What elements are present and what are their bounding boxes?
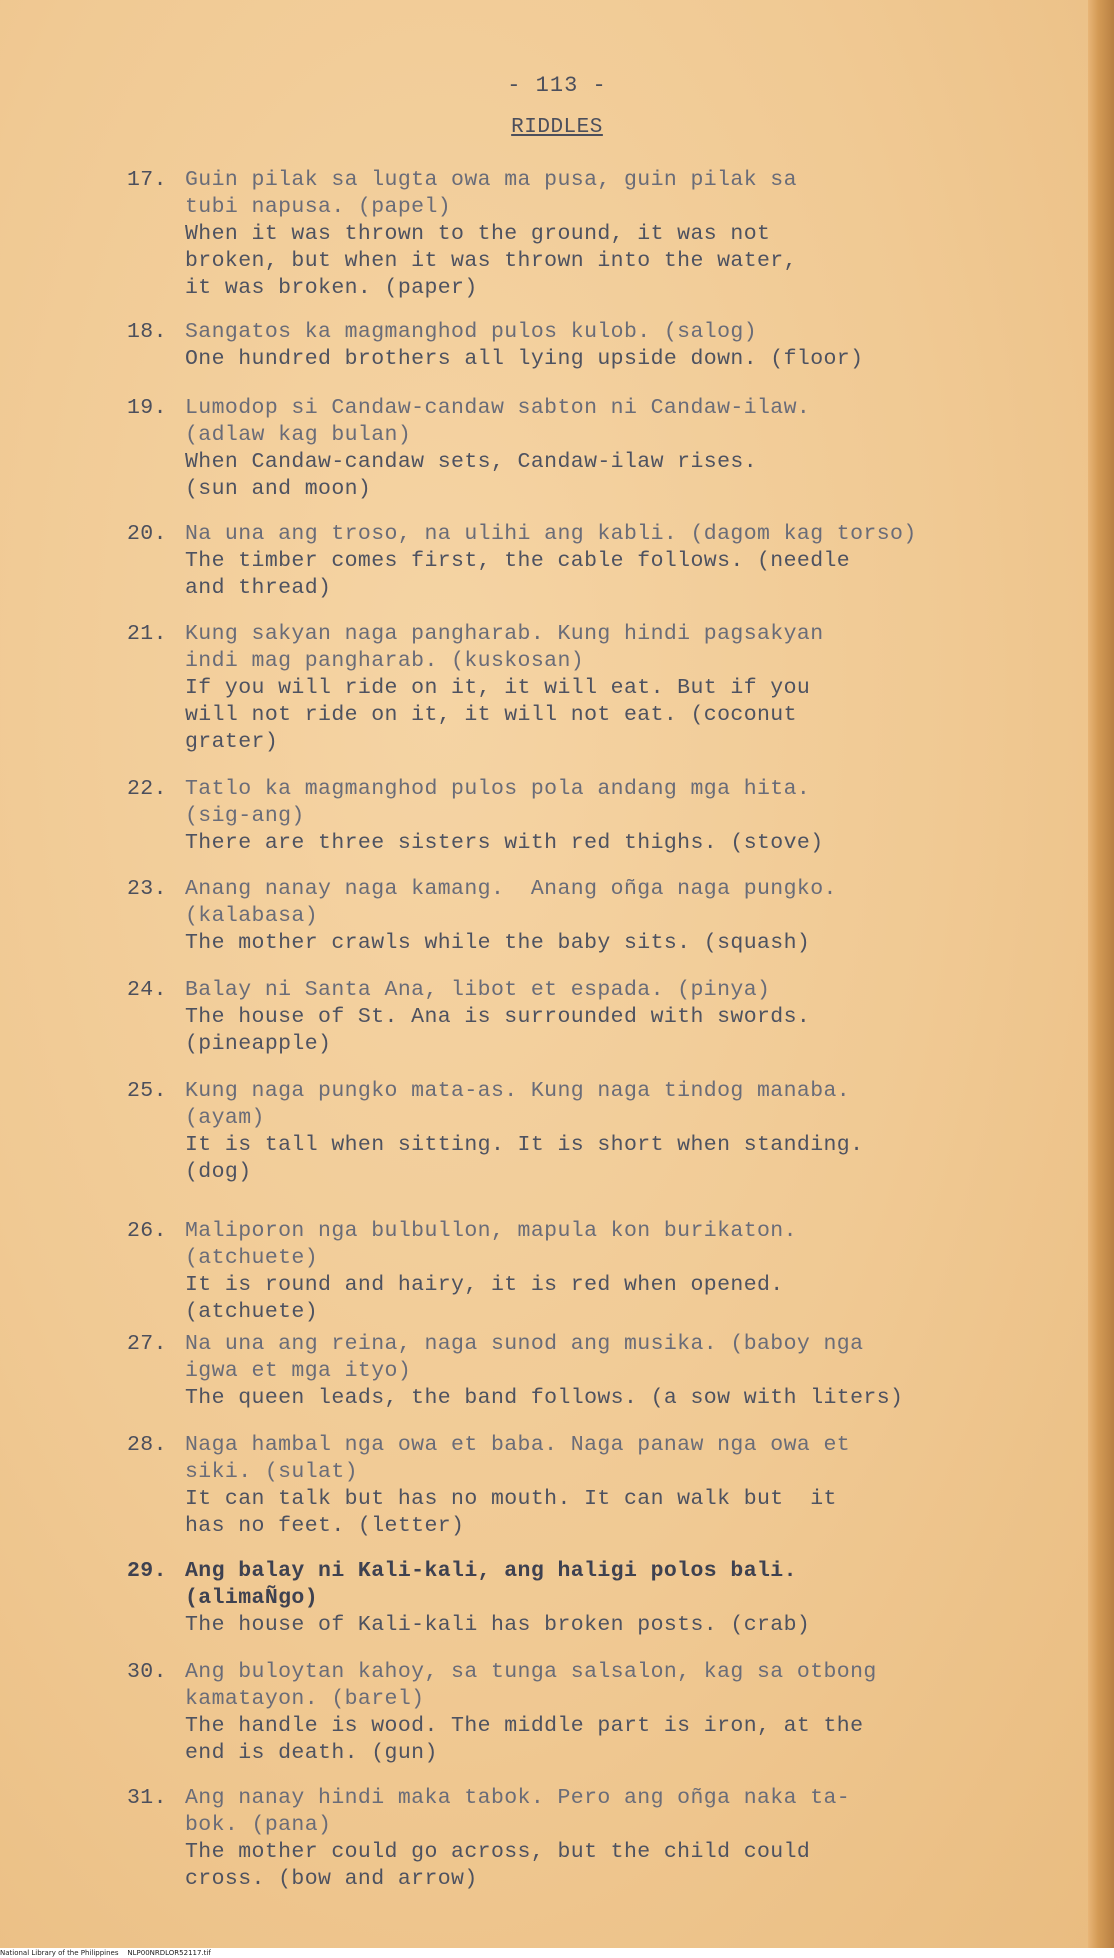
riddle-item	[127, 319, 1054, 373]
riddle-translation-line: it was broken. (paper)	[185, 276, 478, 300]
riddle-original-line: Ang balay ni Kali-kali, ang haligi polos bali.	[185, 1559, 797, 1583]
riddle-number: 31.	[127, 1786, 167, 1810]
riddle-translation-line: It is tall when sitting. It is short when standing.	[185, 1133, 864, 1157]
riddle-item	[127, 876, 1054, 957]
riddle-translation-line: The house of St. Ana is surrounded with swords.	[185, 1005, 811, 1029]
riddle-body	[185, 1331, 1054, 1412]
riddle-translation-line: has no feet. (letter)	[185, 1514, 465, 1538]
riddle-original-line: Balay ni Santa Ana, libot et espada. (pinya)	[185, 978, 771, 1002]
riddle-item	[127, 167, 1054, 302]
riddle-item	[127, 395, 1054, 503]
riddle-item	[127, 776, 1054, 857]
riddle-translation-line: It is round and hairy, it is red when opened.	[185, 1273, 784, 1297]
riddle-translation-line: end is death. (gun)	[185, 1741, 438, 1765]
riddle-number: 18.	[127, 320, 167, 344]
riddle-number: 19.	[127, 396, 167, 420]
riddle-translation-line: (sun and moon)	[185, 477, 372, 501]
riddle-original-line: (sig-ang)	[185, 804, 305, 828]
riddle-original-line: (adlaw kag bulan)	[185, 423, 412, 447]
riddle-translation-line: One hundred brothers all lying upside down. (floor)	[185, 347, 864, 371]
riddle-translation-line: When it was thrown to the ground, it was not	[185, 222, 771, 246]
riddle-body	[185, 1558, 1054, 1639]
riddle-number: 21.	[127, 622, 167, 646]
riddle-original-line: (kalabasa)	[185, 904, 319, 928]
riddle-translation-line: When Candaw-candaw sets, Candaw-ilaw rises.	[185, 450, 757, 474]
riddle-translation-line: (atchuete)	[185, 1300, 319, 1324]
riddle-original-line: igwa et mga ityo)	[185, 1359, 412, 1383]
riddle-translation-line: There are three sisters with red thighs. (stove)	[185, 831, 824, 855]
riddle-original-line: indi mag pangharab. (kuskosan)	[185, 649, 585, 673]
riddle-translation-line: The queen leads, the band follows. (a sow with liters)	[185, 1386, 904, 1410]
riddle-body	[185, 319, 1054, 373]
riddle-item	[127, 977, 1054, 1058]
riddle-translation-line: The handle is wood. The middle part is iron, at the	[185, 1714, 864, 1738]
riddle-item	[127, 621, 1054, 756]
riddle-translation-line: The mother could go across, but the child could	[185, 1840, 811, 1864]
riddle-original-line: (ayam)	[185, 1106, 265, 1130]
riddle-item	[127, 521, 1054, 602]
riddle-number: 24.	[127, 978, 167, 1002]
riddle-body	[185, 1659, 1054, 1767]
riddle-body	[185, 395, 1054, 503]
riddle-number: 23.	[127, 877, 167, 901]
riddle-original-line: Naga hambal nga owa et baba. Naga panaw nga owa et	[185, 1433, 851, 1457]
riddle-translation-line: (pineapple)	[185, 1032, 332, 1056]
riddle-item	[127, 1659, 1054, 1767]
riddle-number: 28.	[127, 1433, 167, 1457]
riddle-original-line: kamatayon. (barel)	[185, 1687, 425, 1711]
riddle-original-line: bok. (pana)	[185, 1813, 332, 1837]
riddle-translation-line: It can talk but has no mouth. It can walk but it	[185, 1487, 837, 1511]
riddle-original-line: Na una ang troso, na ulihi ang kabli. (dagom kag torso)	[185, 522, 917, 546]
riddle-number: 26.	[127, 1219, 167, 1243]
riddle-original-line: Maliporon nga bulbullon, mapula kon burikaton.	[185, 1219, 797, 1243]
riddle-translation-line: cross. (bow and arrow)	[185, 1867, 478, 1891]
riddle-original-line: (alimaÑgo)	[185, 1586, 319, 1610]
riddle-original-line: (atchuete)	[185, 1246, 319, 1270]
riddle-original-line: Ang nanay hindi maka tabok. Pero ang oñga naka ta-	[185, 1786, 851, 1810]
riddle-original-line: Anang nanay naga kamang. Anang oñga naga pungko.	[185, 877, 837, 901]
riddle-body	[185, 167, 1054, 302]
riddle-original-line: tubi napusa. (papel)	[185, 195, 452, 219]
riddle-original-line: Guin pilak sa lugta owa ma pusa, guin pilak sa	[185, 168, 797, 192]
riddle-original-line: siki. (sulat)	[185, 1460, 358, 1484]
riddle-number: 27.	[127, 1332, 167, 1356]
riddle-translation-line: broken, but when it was thrown into the water,	[185, 249, 797, 273]
riddle-body	[185, 776, 1054, 857]
riddle-item	[127, 1218, 1054, 1326]
riddle-body	[185, 977, 1054, 1058]
riddle-original-line: Lumodop si Candaw-candaw sabton ni Candaw-ilaw.	[185, 396, 811, 420]
riddle-item	[127, 1331, 1054, 1412]
riddle-item	[127, 1432, 1054, 1540]
riddle-number: 25.	[127, 1079, 167, 1103]
riddle-body	[185, 621, 1054, 756]
riddle-number: 17.	[127, 168, 167, 192]
riddle-number: 20.	[127, 522, 167, 546]
riddle-body	[185, 1078, 1054, 1186]
riddle-number: 29.	[127, 1559, 167, 1583]
riddle-number: 30.	[127, 1660, 167, 1684]
riddle-translation-line: The house of Kali-kali has broken posts. (crab)	[185, 1613, 811, 1637]
scan-footer-label: National Library of the Philippines NLP00NRDLOR52117.tif	[0, 1949, 211, 1957]
page-edge	[1088, 0, 1114, 1958]
riddle-original-line: Ang buloytan kahoy, sa tunga salsalon, kag sa otbong	[185, 1660, 877, 1684]
riddle-original-line: Sangatos ka magmanghod pulos kulob. (salog)	[185, 320, 757, 344]
page-number: - 113 -	[507, 73, 607, 98]
riddle-original-line: Na una ang reina, naga sunod ang musika. (baboy nga	[185, 1332, 864, 1356]
riddle-original-line: Kung naga pungko mata-as. Kung naga tindog manaba.	[185, 1079, 851, 1103]
page-title: RIDDLES	[511, 116, 603, 139]
riddle-translation-line: (dog)	[185, 1160, 252, 1184]
riddle-number: 22.	[127, 777, 167, 801]
riddle-item	[127, 1558, 1054, 1639]
riddle-translation-line: If you will ride on it, it will eat. But if you	[185, 676, 811, 700]
riddle-original-line: Tatlo ka magmanghod pulos pola andang mga hita.	[185, 777, 811, 801]
scan-footer-bar	[0, 1948, 1114, 1958]
riddle-original-line: Kung sakyan naga pangharab. Kung hindi pagsakyan	[185, 622, 824, 646]
riddle-item	[127, 1078, 1054, 1186]
riddle-translation-line: and thread)	[185, 576, 332, 600]
riddle-translation-line: grater)	[185, 730, 279, 754]
riddle-translation-line: The mother crawls while the baby sits. (squash)	[185, 931, 811, 955]
riddle-body	[185, 1432, 1054, 1540]
riddle-translation-line: will not ride on it, it will not eat. (coconut	[185, 703, 797, 727]
riddle-item	[127, 1785, 1054, 1893]
riddle-body	[185, 1218, 1054, 1326]
riddle-body	[185, 1785, 1054, 1893]
riddle-body	[185, 876, 1054, 957]
riddle-translation-line: The timber comes first, the cable follows. (needle	[185, 549, 851, 573]
riddle-body	[185, 521, 1054, 602]
